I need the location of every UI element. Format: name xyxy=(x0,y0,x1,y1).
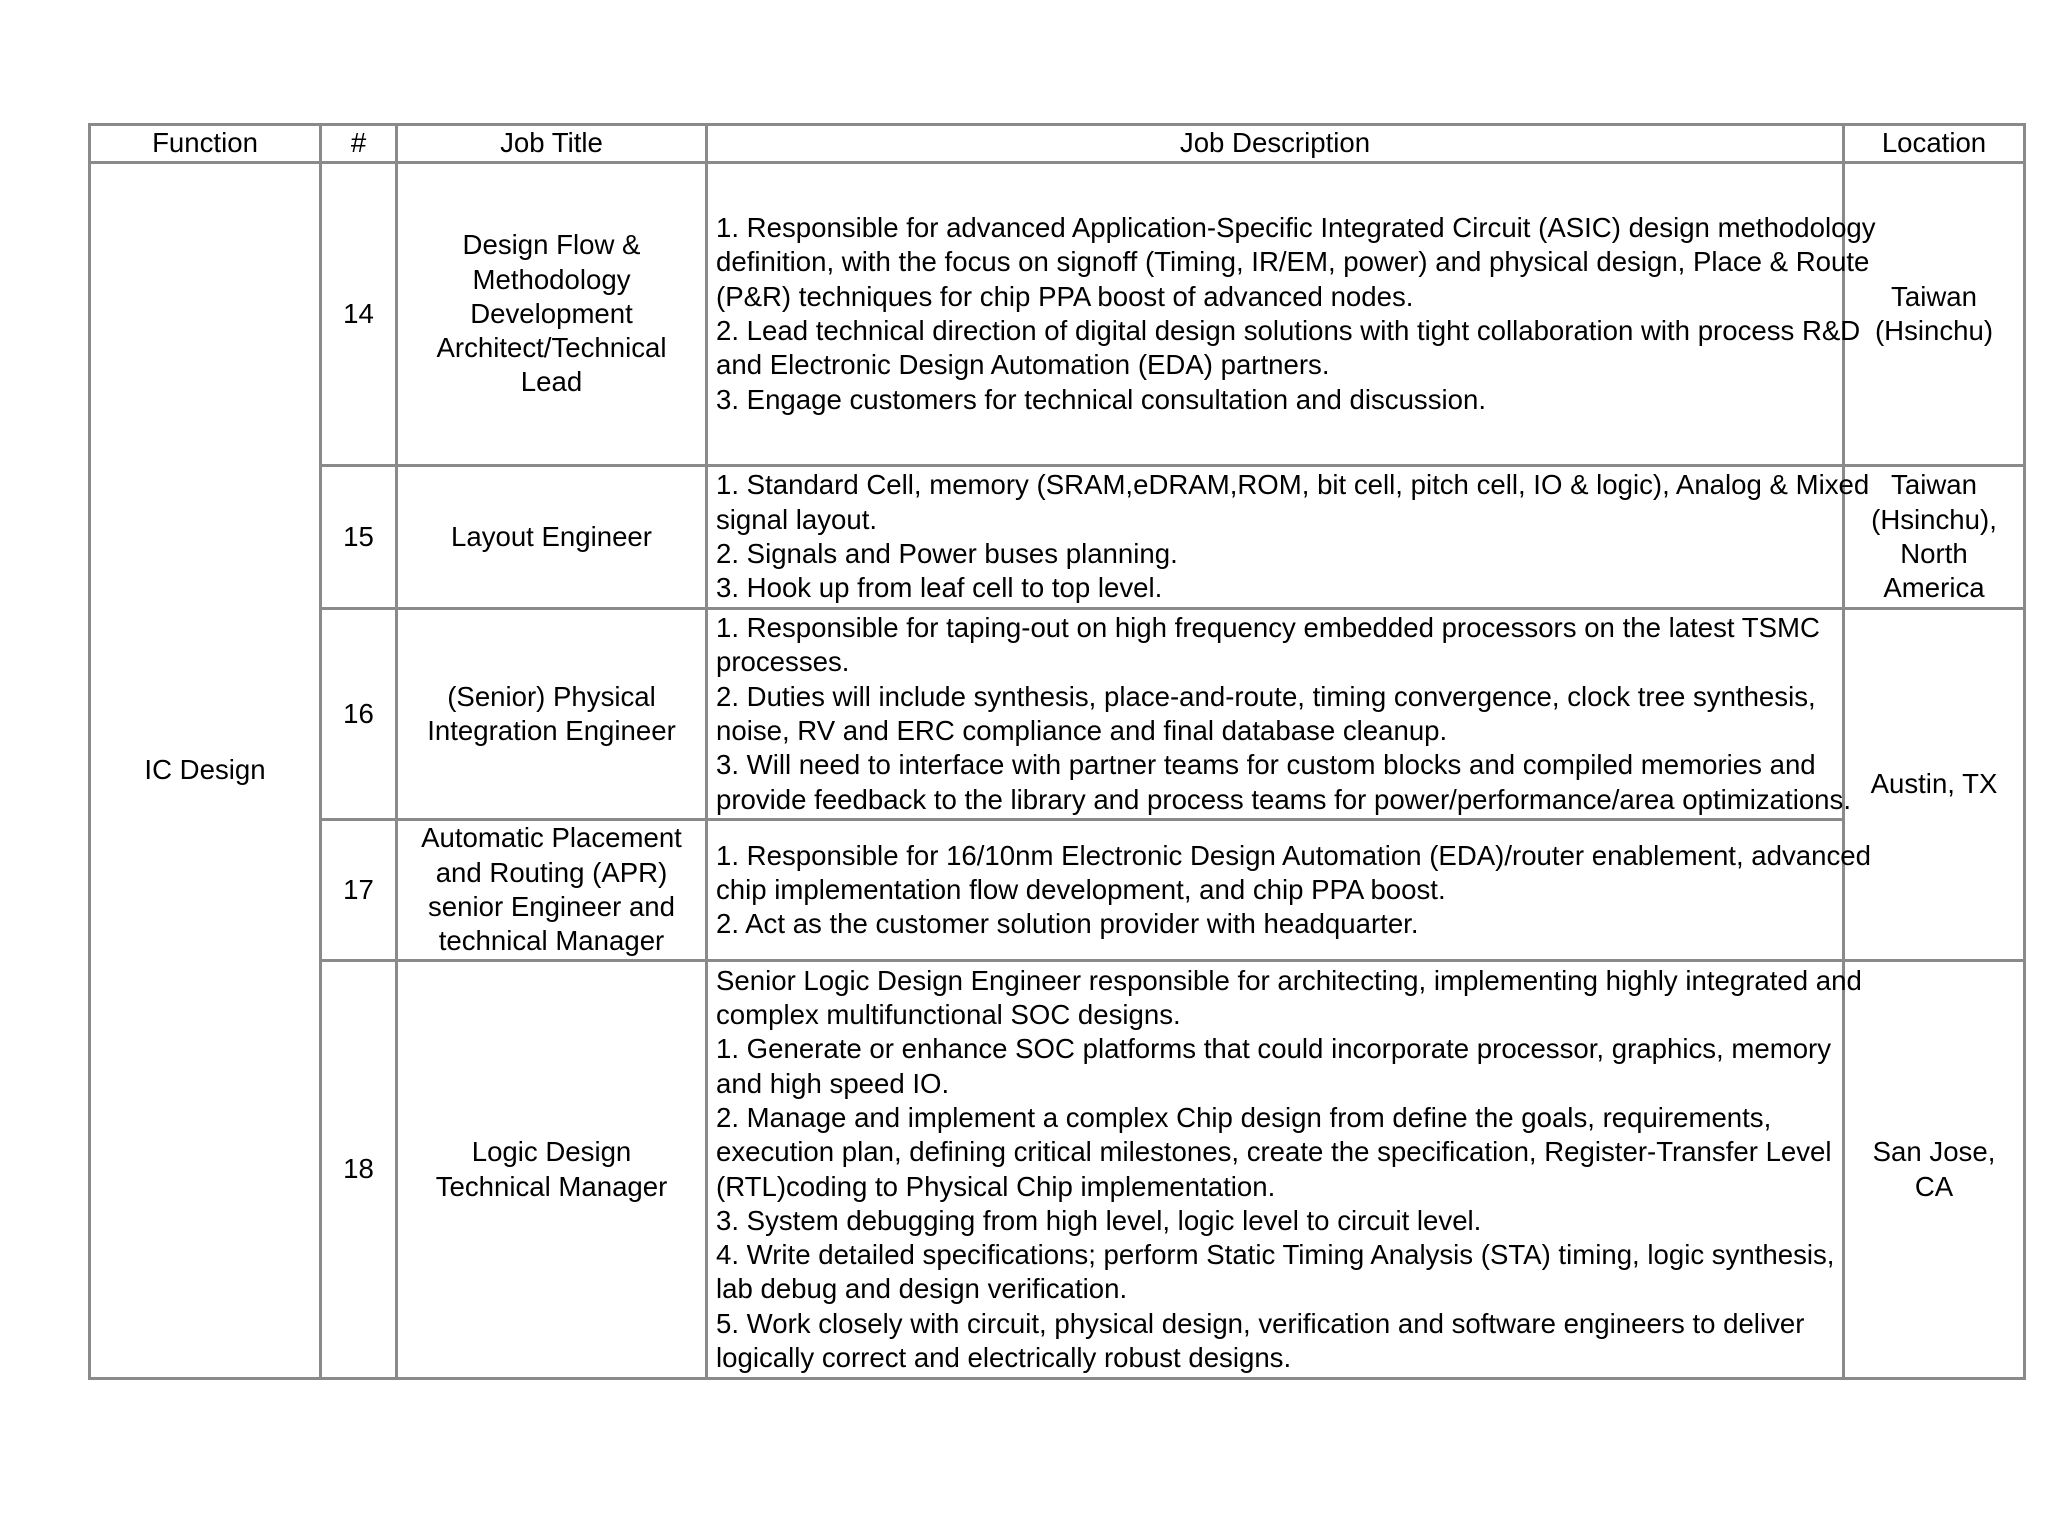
table-row xyxy=(90,820,2025,961)
job-number: 16 xyxy=(343,697,374,729)
job-title-line: Logic Design xyxy=(471,1136,632,1168)
description-line: (RTL)coding to Physical Chip implementation. xyxy=(716,1170,1276,1202)
description-line: 3. Will need to interface with partner teams for custom blocks and compiled memories and xyxy=(716,749,1816,781)
description-line: noise, RV and ERC compliance and final database cleanup. xyxy=(716,715,1448,746)
location-cell xyxy=(1844,961,2025,1379)
job-title-line: (Senior) Physical xyxy=(447,680,656,712)
job-title-line: Integration Engineer xyxy=(427,715,676,746)
job-title-cell xyxy=(397,820,707,961)
location-line: North xyxy=(1900,538,1968,569)
function-cell xyxy=(90,163,321,1379)
table-row xyxy=(90,163,2025,466)
job-title-line: Architect/Technical xyxy=(436,332,667,364)
location-line: America xyxy=(1883,572,1985,604)
location-line: (Hsinchu) xyxy=(1874,315,1994,346)
job-title-cell xyxy=(397,609,707,820)
location-line: Taiwan xyxy=(1891,469,1977,501)
table-row xyxy=(90,961,2025,1379)
description-line: complex multifunctional SOC designs. xyxy=(716,999,1181,1031)
description-line: provide feedback to the library and process teams for power/performance/area optimizations. xyxy=(716,783,1851,815)
job-number: 15 xyxy=(343,520,374,552)
header-function: Function xyxy=(90,125,321,163)
location-line: CA xyxy=(1914,1170,1954,1202)
location-line: (Hsinchu), xyxy=(1871,503,1997,535)
header-location: Location xyxy=(1844,125,2025,163)
job-number-cell xyxy=(321,609,397,820)
job-title-cell xyxy=(397,163,707,466)
job-number: 18 xyxy=(343,1153,374,1185)
job-title-line: Technical Manager xyxy=(435,1170,668,1202)
description-line: processes. xyxy=(716,646,850,678)
job-title-line: technical Manager xyxy=(438,925,665,957)
description-line: execution plan, defining critical milestones, create the specification, Register-Transfer Level xyxy=(716,1136,1832,1168)
table-header-row xyxy=(90,125,2025,163)
function-value: IC Design xyxy=(144,754,266,786)
job-title-line: Automatic Placement xyxy=(421,822,682,854)
description-line: 1. Responsible for 16/10nm Electronic Design Automation (EDA)/router enablement, advanced xyxy=(716,839,1871,871)
description-line: 2. Act as the customer solution provider with headquarter. xyxy=(716,908,1419,940)
job-number: 17 xyxy=(343,873,374,905)
description-line: 2. Signals and Power buses planning. xyxy=(716,538,1178,569)
job-title-line: Design Flow & xyxy=(462,229,641,261)
description-line: 3. Engage customers for technical consultation and discussion. xyxy=(716,383,1486,415)
description-line: 4. Write detailed specifications; perform Static Timing Analysis (STA) timing, logic synthesis, xyxy=(716,1239,1835,1271)
job-description-cell xyxy=(707,961,1862,1379)
description-line: and Electronic Design Automation (EDA) partners. xyxy=(716,349,1330,381)
job-number-cell xyxy=(321,466,397,609)
description-line: lab debug and design verification. xyxy=(716,1273,1128,1305)
location-line: Austin, TX xyxy=(1870,768,1998,800)
location-line: San Jose, xyxy=(1872,1136,1996,1168)
job-title-cell xyxy=(397,961,707,1379)
location-line: Taiwan xyxy=(1891,280,1977,312)
header-job-title: Job Title xyxy=(397,125,707,163)
description-line: logically correct and electrically robust designs. xyxy=(716,1341,1292,1373)
description-line: 5. Work closely with circuit, physical design, verification and software engineers to deliver xyxy=(716,1307,1805,1339)
job-title-line: Lead xyxy=(520,366,583,398)
location-cell xyxy=(1844,609,2025,961)
location-cell xyxy=(1844,163,2025,466)
description-line: (P&R) techniques for chip PPA boost of advanced nodes. xyxy=(716,280,1414,312)
job-description-cell xyxy=(707,820,1871,961)
description-line: 1. Responsible for taping-out on high frequency embedded processors on the latest TSMC xyxy=(716,612,1820,644)
description-line: signal layout. xyxy=(716,503,878,535)
description-line: Senior Logic Design Engineer responsible for architecting, implementing highly integrated and xyxy=(716,964,1862,996)
description-line: 1. Responsible for advanced Application-Specific Integrated Circuit (ASIC) design methodology xyxy=(716,212,1876,244)
job-description-cell xyxy=(707,609,1851,820)
job-title-line: Development xyxy=(470,297,633,329)
job-title-line: and Routing (APR) xyxy=(435,856,668,888)
job-number-cell xyxy=(321,961,397,1379)
description-line: definition, with the focus on signoff (Timing, IR/EM, power) and physical design, Place & Route xyxy=(716,246,1870,278)
job-description-cell xyxy=(707,466,1870,609)
description-line: 3. System debugging from high level, logic level to circuit level. xyxy=(716,1204,1482,1236)
table-row xyxy=(90,466,2025,609)
description-line: chip implementation flow development, and chip PPA boost. xyxy=(716,873,1446,905)
description-line: 2. Lead technical direction of digital design solutions with tight collaboration with process R&D xyxy=(716,315,1861,346)
job-listings-table xyxy=(88,123,2026,1380)
description-line: 2. Duties will include synthesis, place-and-route, timing convergence, clock tree synthesis, xyxy=(716,680,1816,712)
job-title-line: senior Engineer and xyxy=(428,891,675,922)
job-number-cell xyxy=(321,820,397,961)
job-title-line: Methodology xyxy=(472,263,631,295)
job-title-cell xyxy=(397,466,707,609)
description-line: 3. Hook up from leaf cell to top level. xyxy=(716,572,1163,604)
job-title-line: Layout Engineer xyxy=(451,520,652,552)
header-job-description: Job Description xyxy=(707,125,1844,163)
header-number: # xyxy=(321,125,397,163)
job-number: 14 xyxy=(343,297,374,329)
description-line: 1. Generate or enhance SOC platforms that could incorporate processor, graphics, memory xyxy=(716,1033,1832,1065)
description-line: 1. Standard Cell, memory (SRAM,eDRAM,ROM, bit cell, pitch cell, IO & logic), Analog & Mixed xyxy=(716,469,1870,501)
job-number-cell xyxy=(321,163,397,466)
description-line: and high speed IO. xyxy=(716,1067,950,1099)
job-description-cell xyxy=(707,163,1876,466)
table-row xyxy=(90,609,2025,820)
location-cell xyxy=(1844,466,2025,609)
description-line: 2. Manage and implement a complex Chip design from define the goals, requirements, xyxy=(716,1101,1772,1133)
